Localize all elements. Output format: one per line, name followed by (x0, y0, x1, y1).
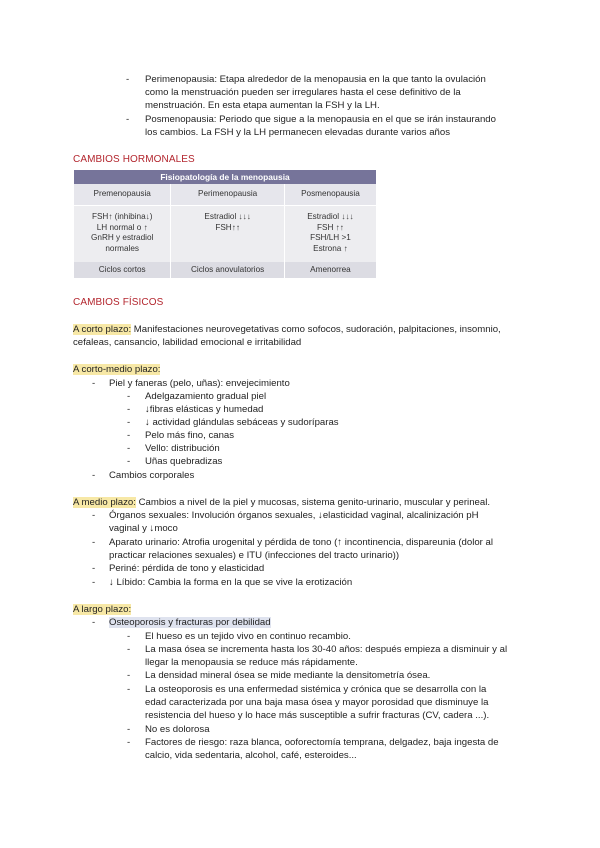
sub-item: Factores de riesgo: raza blanca, ooforectomía temprana, delgadez, baja ingesta de calcio, vida sedentaria, alcohol, café, esteroides... (145, 737, 499, 762)
sub-item: El hueso es un tejido vivo en continuo recambio. (145, 631, 351, 642)
table-cell-posmenopausia: Estradiol ↓↓↓ FSH ↑↑ FSH/LH >1 Estrona ↑ (284, 206, 376, 263)
cambios-corporales-item: Cambios corporales (109, 470, 195, 481)
table-caption: Fisiopatología de la menopausia (74, 170, 376, 184)
sub-item: La osteoporosis es una enfermedad sistémica y crónica que se desarrolla con la edad caracterizada por una baja masa ósea y mayor porosidad que disminuye la resistencia del hueso y lo hace más susceptible a sufrir fracturas (CV, cadera ...). (145, 684, 490, 722)
corto-plazo-label: A corto plazo: (73, 324, 132, 335)
document-page: - Perimenopausia: Etapa alrededor de la menopausia en la que tanto la ovulación como la menstruación pueden ser irregulares hasta el cese definitivo de la menstruación. En esta etapa aumentan la FSH y la LH. - Posmenopausia: Periodo que sigue a la menopausia en el que se irán instaurando los cambios. La FSH y la LH permanecen elevadas durante varios años CAMBIOS HORMONALES Fisiopatología de la menopausia Premenopausia Perimenopausia Posmenopausia FSH↑ (inhibina↓) LH normal o ↑ GnRH y estradiol normales Estradiol ↓↓↓ FSH↑↑ Estradiol ↓↓↓ FSH ↑↑ FSH/LH >1 Estrona ↑ Ciclos cortos Ciclos anovulatorios Amenorrea CAMBIOS FÍSICOS A corto plazo: Manifestaciones neurovegetativas como sofocos, sudoración, palpitaciones, insomnio, cefaleas, cansancio, labilidad emocional e irritabilidad A corto-medio plazo: - Piel y faneras (pelo, uñas): envejecimiento - Adelgazamiento gradual piel - ↓fibras elásticas y humedad - ↓ actividad glándulas sebáceas y sudoríparas - Pelo más fino, canas - Vello: distribución - Uñas quebradizas - Cambios corporales A medio plazo: Cambios a nivel de la piel y mucosas, sistema genito-urinario, muscular y perineal. - Órganos sexuales: Involución órganos sexuales, ↓elasticidad vaginal, alcalinización pH vaginal y ↓moco - Aparato urinario: Atrofia urogenital y pérdida de tono (↑ incontinencia, dispareunia (dolor al practicar relaciones sexuales) e ITU (infecciones del tracto urinario)) - Periné: pérdida de tono y elasticidad - ↓ Líbido: Cambia la forma en la que se vive la erotización A largo plazo: - Osteoporosis y fracturas por debilidad - El hueso es un tejido vivo en continuo recambio. - La masa ósea se incrementa hasta los 30-40 años: después empieza a disminuir y al llegar la menopausia se reduce más rápidamente. - La densidad mineral ósea se mide mediante la densitometría ósea. - La osteoporosis es una enfermedad sistémica y crónica que se desarrolla con la edad caracterizada por una baja masa ósea y mayor porosidad que disminuye la resistencia del hueso y lo hace más susceptible a sufrir fracturas (CV, cadera ...). - No es dolorosa - Factores de riesgo: raza blanca, ooforectomía temprana, delgadez, baja ingesta de calcio, vida sedentaria, alcohol, café, esteroides... (0, 0, 600, 848)
aparato-urinario-item: Aparato urinario: Atrofia urogenital y pérdida de tono (↑ incontinencia, dispareunia (dolor al practicar relaciones sexuales) e ITU (infecciones del tracto urinario)) (109, 537, 493, 562)
bullet-dash: - (92, 378, 96, 389)
perimenopausia-item: Perimenopausia: Etapa alrededor de la menopausia en la que tanto la ovulación como la menstruación pueden ser irregulares hasta el cese definitivo de la menstruación. En esta etapa aumentan la FSH y la LH. (145, 74, 486, 112)
osteoporosis-item: Osteoporosis y fracturas por debilidad (109, 617, 271, 628)
table-header-premenopausia: Premenopausia (74, 184, 171, 206)
bullet-dash: - (126, 114, 130, 125)
table-footer-premenopausia: Ciclos cortos (74, 262, 171, 278)
piel-faneras-item: Piel y faneras (pelo, uñas): envejecimiento (109, 378, 290, 389)
table-cell-premenopausia: FSH↑ (inhibina↓) LH normal o ↑ GnRH y estradiol normales (74, 206, 171, 263)
libido-item: ↓ Líbido: Cambia la forma en la que se vive la erotización (109, 577, 353, 588)
sub-item: No es dolorosa (145, 724, 210, 735)
sub-item: Pelo más fino, canas (145, 430, 235, 441)
cambios-fisicos-heading: CAMBIOS FÍSICOS (73, 297, 164, 308)
bullet-dash: - (126, 74, 130, 85)
sub-item: Vello: distribución (145, 443, 220, 454)
sub-item: ↓fibras elásticas y humedad (145, 404, 264, 415)
sub-item: Adelgazamiento gradual piel (145, 391, 267, 402)
table-cell-perimenopausia: Estradiol ↓↓↓ FSH↑↑ (171, 206, 284, 263)
fisiopatologia-table (74, 170, 376, 278)
posmenopausia-item: Posmenopausia: Periodo que sigue a la menopausia en el que se irán instaurando los cambios. La FSH y la LH permanecen elevadas durante varios años (145, 114, 496, 139)
medio-plazo-paragraph: A medio plazo: Cambios a nivel de la piel y mucosas, sistema genito-urinario, muscular y perineal. (73, 497, 490, 508)
sub-item: ↓ actividad glándulas sebáceas y sudoríparas (145, 417, 339, 428)
table-footer-posmenopausia: Amenorrea (284, 262, 376, 278)
table-header-posmenopausia: Posmenopausia (284, 184, 376, 206)
table-header-perimenopausia: Perimenopausia (171, 184, 284, 206)
sub-item: Uñas quebradizas (145, 456, 223, 467)
organos-sexuales-item: Órganos sexuales: Involución órganos sexuales, ↓elasticidad vaginal, alcalinización pH vaginal y ↓moco (109, 510, 479, 535)
largo-plazo-label: A largo plazo: (73, 604, 132, 615)
corto-medio-plazo-label: A corto-medio plazo: (73, 364, 161, 375)
cambios-hormonales-heading: CAMBIOS HORMONALES (73, 154, 195, 165)
medio-plazo-label: A medio plazo: (73, 497, 136, 508)
table-footer-perimenopausia: Ciclos anovulatorios (171, 262, 284, 278)
sub-item: La densidad mineral ósea se mide mediante la densitometría ósea. (145, 670, 431, 681)
corto-plazo-paragraph: A corto plazo: Manifestaciones neurovegetativas como sofocos, sudoración, palpitaciones, insomnio, cefaleas, cansancio, labilidad emocional e irritabilidad (73, 324, 501, 349)
perine-item: Periné: pérdida de tono y elasticidad (109, 563, 265, 574)
sub-item: La masa ósea se incrementa hasta los 30-40 años: después empieza a disminuir y al llegar la menopausia se reduce más rápidamente. (145, 644, 508, 669)
